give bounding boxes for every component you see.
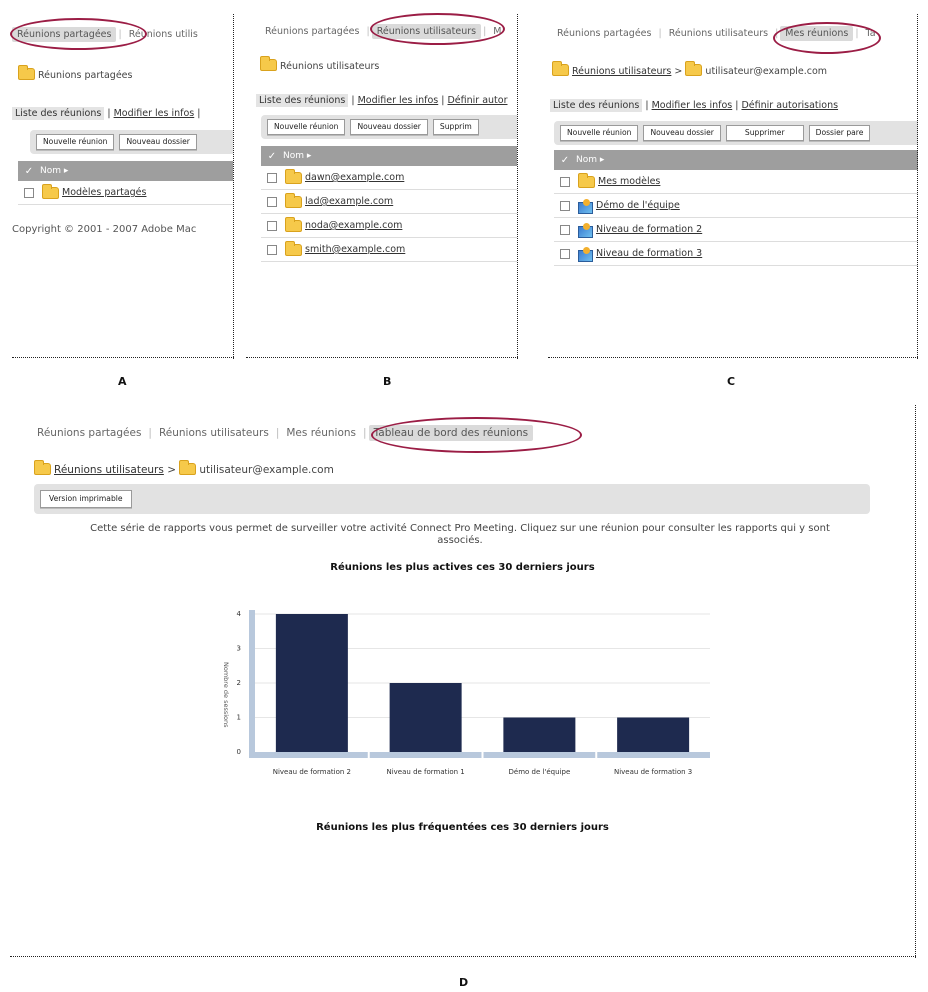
x-tick-label: Niveau de formation 1 [386,768,465,776]
row-link[interactable]: dawn@example.com [305,172,405,183]
meeting-grid [18,161,233,205]
chart-title: Réunions les plus actives ces 30 derniers jours [330,562,595,573]
tab-separator: | [366,26,370,37]
dotted-border [548,357,918,358]
subnav-meeting-list[interactable]: Liste des réunions [12,107,104,120]
tab-my-meetings[interactable]: Mes réunions [780,26,853,41]
y-tick-label: 3 [236,644,241,653]
tab-separator: | [483,26,487,37]
row-checkbox[interactable] [267,173,277,183]
tab-shared-meetings[interactable]: Réunions partagées [37,427,142,439]
tab-user-meetings[interactable]: Réunions utilis [128,29,198,40]
folder-icon [285,244,302,256]
breadcrumb-current: utilisateur@example.com [705,66,828,77]
grid-header [18,161,233,181]
tab-shared-meetings[interactable]: Réunions partagées [12,27,116,42]
panel-label-b: B [383,375,392,388]
column-name-header[interactable]: Nom ▸ [283,151,312,161]
row-link[interactable]: lad@example.com [305,196,394,207]
meeting-icon [578,199,593,213]
y-tick-label: 2 [236,679,241,687]
table-row [261,214,517,238]
sub-nav: Liste des réunions | Modifier les infos | Définir autor [256,95,508,106]
row-checkbox[interactable] [560,225,570,235]
meeting-grid [554,150,918,266]
check-all-icon[interactable]: ✓ [24,165,34,177]
new-folder-button[interactable]: Nouveau dossier [119,134,196,150]
folder-icon [285,196,302,208]
y-axis-band [249,610,255,758]
row-checkbox[interactable] [267,221,277,231]
folder-icon [552,64,569,76]
folder-title-text: Réunions partagées [38,70,133,81]
breadcrumb-separator: > [167,464,177,476]
dotted-border [246,357,518,358]
description-line: associés. [437,535,483,546]
dotted-border [233,14,234,359]
printable-version-button[interactable]: Version imprimable [40,490,132,508]
table-row [554,194,918,218]
table-row [18,181,233,205]
y-tick-label: 1 [236,713,241,722]
meeting-icon [578,223,593,237]
delete-button[interactable]: Supprim [433,119,479,135]
tab-my-meetings[interactable]: Mes réunions [286,427,357,439]
bar [276,614,348,752]
breadcrumb [552,64,827,77]
dotted-border [915,405,916,958]
folder-title [18,68,132,81]
tab-separator: | [855,28,859,39]
row-link[interactable]: Niveau de formation 2 [596,224,703,235]
folder-icon [18,68,35,80]
tab-separator: | [658,28,662,39]
table-row [261,190,517,214]
new-folder-button[interactable]: Nouveau dossier [350,119,427,135]
table-row [261,238,517,262]
row-checkbox[interactable] [560,249,570,259]
sub-nav: Liste des réunions | Modifier les infos | Définir autorisations [550,100,838,111]
folder-icon [179,463,196,475]
row-checkbox[interactable] [560,177,570,187]
sub-nav: Liste des réunions | Modifier les infos | [12,108,200,119]
button-bar [261,115,517,139]
subnav-set-permissions[interactable]: Définir autor [447,95,508,106]
y-axis-label: Nombre de sessions [222,662,230,728]
check-all-icon[interactable]: ✓ [560,154,570,166]
y-tick-label: 0 [236,748,241,756]
panel-label-c: C [727,375,736,388]
grid-header [261,146,517,166]
tab-user-meetings[interactable]: Réunions utilisateurs [158,427,269,439]
button-bar [554,121,918,145]
panel-a [0,14,233,314]
tab-separator: | [775,28,779,39]
copyright: Copyright © 2001 - 2007 Adobe Mac [12,224,197,235]
x-tick-label: Niveau de formation 3 [613,768,693,776]
tab-dashboard[interactable]: Ta [865,28,876,39]
check-all-icon[interactable]: ✓ [267,150,277,162]
x-tick-label: Démo de l'équipe [508,768,571,776]
subnav-meeting-list[interactable]: Liste des réunions [550,99,642,112]
description-line: Cette série de rapports vous permet de surveiller votre activité Connect Pro Meeting. Cliquez sur une réunion pour consulter les rapports qui y sont [90,523,830,534]
tab-separator: | [363,427,367,439]
new-meeting-button[interactable]: Nouvelle réunion [267,119,345,135]
highlight-oval [370,13,505,45]
second-chart-title: Réunions les plus fréquentées ces 30 derniers jours [316,822,609,833]
subnav-edit-info[interactable]: Modifier les infos [113,108,195,119]
subnav-set-permissions[interactable]: Définir autorisations [741,100,839,111]
folder-icon [685,64,702,76]
highlight-oval [773,22,881,54]
tab-separator: | [275,427,280,439]
row-link[interactable]: smith@example.com [305,244,406,255]
panel-label-d: D [459,976,469,989]
panel-label-a: A [118,375,127,388]
x-tick-label: Niveau de formation 2 [272,768,352,776]
dotted-border [917,14,918,359]
column-name-header[interactable]: Nom ▸ [40,166,69,176]
tab-my-meetings[interactable]: M [493,26,502,37]
highlight-oval [10,18,147,50]
folder-icon [285,172,302,184]
folder-icon [42,187,59,199]
bar-chart [10,592,915,812]
tab-user-meetings[interactable]: Réunions utilisateurs [668,28,769,39]
table-row [554,218,918,242]
x-axis-band [249,752,710,758]
button-bar [30,130,233,154]
new-folder-button[interactable]: Nouveau dossier [643,125,720,141]
row-link[interactable]: noda@example.com [305,220,403,231]
breadcrumb-separator: > [674,66,683,77]
table-row [554,242,918,266]
report-description [20,523,900,547]
row-link[interactable]: Modèles partagés [62,187,147,198]
dotted-border [517,14,518,359]
meeting-grid [261,146,517,262]
tab-separator: | [148,427,152,439]
folder-icon [578,176,595,188]
highlight-oval [371,417,582,453]
breadcrumb [34,463,334,476]
bar [503,718,575,753]
subnav-edit-info[interactable]: Modifier les infos [357,95,439,106]
new-meeting-button[interactable]: Nouvelle réunion [560,125,638,141]
tab-separator: | [118,29,122,40]
subnav-edit-info[interactable]: Modifier les infos [651,100,733,111]
row-checkbox[interactable] [560,201,570,211]
column-name-header[interactable]: Nom ▸ [576,155,605,165]
meeting-icon [578,247,593,261]
row-checkbox[interactable] [24,188,34,198]
tab-dashboard[interactable]: Tableau de bord des réunions [369,425,534,441]
breadcrumb-link[interactable]: Réunions utilisateurs [572,66,672,77]
row-checkbox[interactable] [267,245,277,255]
panel-b [255,14,517,314]
dotted-border [12,357,234,358]
table-row [261,166,517,190]
row-checkbox[interactable] [267,197,277,207]
button-bar [34,484,870,514]
breadcrumb-link[interactable]: Réunions utilisateurs [54,464,164,476]
delete-button[interactable]: Supprimer [726,125,804,141]
bar [390,683,462,752]
subnav-meeting-list[interactable]: Liste des réunions [256,94,348,107]
folder-icon [285,220,302,232]
new-meeting-button[interactable]: Nouvelle réunion [36,134,114,150]
folder-title [260,59,379,72]
row-link[interactable]: Mes modèles [598,176,661,187]
table-row [554,170,918,194]
folder-icon [34,463,51,475]
bar [617,718,689,753]
row-link[interactable]: Niveau de formation 3 [596,248,703,259]
folder-icon [260,59,277,71]
dotted-border [10,956,916,957]
tab-user-meetings[interactable]: Réunions utilisateurs [372,24,481,39]
parent-folder-button[interactable]: Dossier pare [809,125,871,141]
tab-shared-meetings[interactable]: Réunions partagées [265,26,360,37]
folder-title-text: Réunions utilisateurs [280,61,380,72]
panel-d [10,412,915,872]
panel-c [548,14,918,314]
row-link[interactable]: Démo de l'équipe [596,200,680,211]
breadcrumb-current: utilisateur@example.com [199,464,334,476]
grid-header [554,150,918,170]
y-tick-label: 4 [236,610,241,618]
tab-shared-meetings[interactable]: Réunions partagées [557,28,652,39]
